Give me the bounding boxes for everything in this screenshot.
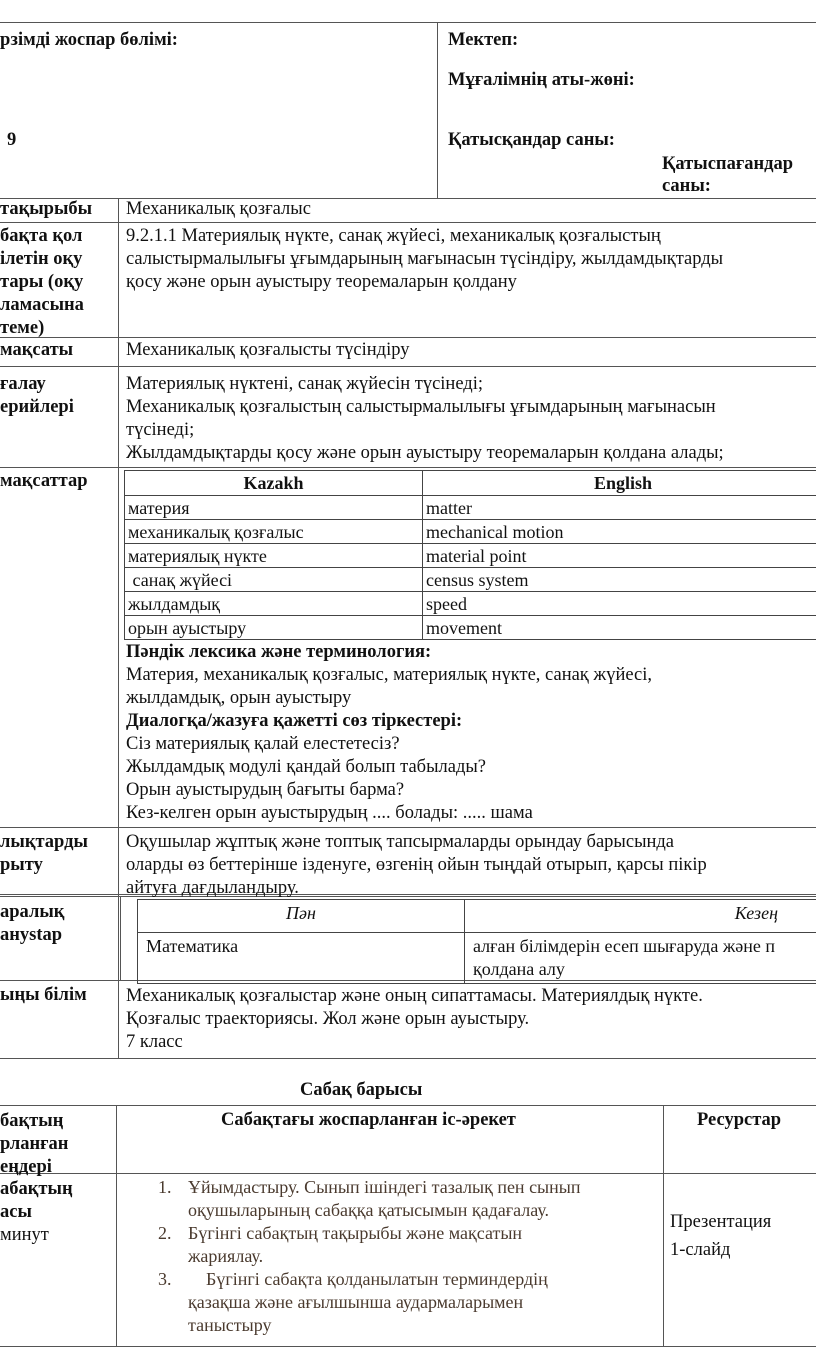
criteria-label-line: ерийлері bbox=[0, 397, 74, 417]
lesson-goal-value: Механикалық қозғалысты түсіндіру bbox=[126, 340, 410, 360]
table-row bbox=[125, 496, 816, 520]
cross-header-stage: Кезең bbox=[465, 900, 816, 933]
resource-line: 1-слайд bbox=[670, 1240, 731, 1260]
flow-bottom-border bbox=[0, 1346, 816, 1347]
prior-knowledge-line: 7 класс bbox=[126, 1032, 183, 1052]
prior-knowledge-line: Қозғалыс траекториясы. Жол және орын ауыстыру. bbox=[126, 1009, 530, 1029]
cross-links-header-row bbox=[138, 900, 816, 933]
flow-stage-line: минут bbox=[0, 1225, 49, 1245]
values-value-line: Оқушылар жұптық және топтық тапсырмаларды орындау барысында bbox=[126, 832, 675, 852]
phrase-line: Жылдамдық модулі қандай болып табылады? bbox=[126, 757, 487, 777]
border-h-1 bbox=[0, 198, 816, 199]
grade-value: 9 bbox=[7, 130, 17, 150]
objectives-label-line: бақта қол bbox=[0, 226, 83, 246]
school-label: Мектеп: bbox=[448, 30, 519, 50]
criteria-value bbox=[126, 373, 724, 465]
phrase-line: Орын ауыстырудың бағыты барма? bbox=[126, 780, 405, 800]
criteria-label-line: ғалау bbox=[0, 374, 46, 394]
values-label-line: лықтарды bbox=[0, 832, 88, 852]
vocab-english: movement bbox=[423, 616, 816, 640]
border-h-6 bbox=[0, 827, 816, 828]
resource-line: Презентация bbox=[670, 1212, 772, 1232]
step-line: жариялау. bbox=[188, 1246, 264, 1266]
objectives-value-line: салыстырмалылығы ұғымдарының мағынасын түсіндіру, жылдамдықтарды bbox=[126, 249, 724, 269]
cross-links-table bbox=[137, 899, 816, 984]
vocab-english: material point bbox=[423, 544, 816, 568]
objectives-value bbox=[126, 225, 723, 294]
values-value bbox=[126, 831, 707, 900]
table-row bbox=[138, 933, 816, 984]
vocab-english: matter bbox=[423, 496, 816, 520]
cross-links-label-line: аралық bbox=[0, 902, 65, 922]
flow-stage-line: абақтың bbox=[0, 1179, 73, 1199]
vocab-header-kazakh: Kazakh bbox=[125, 471, 423, 496]
objectives-label-line: теме) bbox=[0, 318, 45, 338]
absent-label-line2: саны: bbox=[662, 176, 711, 196]
step-line: Бүгінгі сабақта қолданылатын терминдердің bbox=[188, 1269, 548, 1289]
objectives-value-line: қосу және орын ауыстыру теоремаларын қолдану bbox=[126, 272, 517, 292]
vocabulary-header-row bbox=[125, 471, 816, 496]
prior-knowledge-label: ыңы білім bbox=[0, 985, 87, 1005]
table-row bbox=[125, 616, 816, 640]
vocab-kazakh: жылдамдық bbox=[125, 592, 423, 616]
language-goals-text bbox=[126, 641, 652, 825]
prior-knowledge-value bbox=[126, 985, 703, 1054]
cross-links-label bbox=[0, 901, 64, 947]
values-value-line: айтуға дағдыландыру. bbox=[126, 878, 299, 898]
flow-header-bottom bbox=[0, 1173, 816, 1174]
criteria-value-line: Механикалық қозғалыстың салыстырмалылығы ұғымдарының мағынасын bbox=[126, 397, 716, 417]
vocab-english: speed bbox=[423, 592, 816, 616]
lesson-goal-label: мақсаты bbox=[0, 340, 74, 360]
flow-col1-header bbox=[0, 1110, 68, 1179]
flow-col1-header-line: еңдері bbox=[0, 1157, 52, 1177]
cross-header-subject: Пән bbox=[138, 900, 465, 933]
criteria-label bbox=[0, 373, 74, 419]
vocab-kazakh: материя bbox=[125, 496, 423, 520]
lexicon-line: жылдамдық, орын ауыстыру bbox=[126, 688, 352, 708]
step-line: қазақша және ағылшынша аудармаларымен bbox=[188, 1292, 524, 1312]
cross-stage bbox=[465, 933, 816, 984]
objectives-label bbox=[0, 225, 84, 340]
values-value-line: оларды өз беттерінше ізденуге, өзгенің ойын тыңдай отырып, қарсы пікір bbox=[126, 855, 707, 875]
border-h-9 bbox=[0, 1058, 816, 1059]
phrase-line: Сіз материялық қалай елестетесіз? bbox=[126, 734, 400, 754]
flow-stage bbox=[0, 1178, 73, 1247]
vocab-kazakh: материялық нүкте bbox=[125, 544, 423, 568]
top-border bbox=[0, 22, 816, 23]
flow-col1-header-line: рланған bbox=[0, 1134, 69, 1154]
flow-col1-header-line: бақтың bbox=[0, 1111, 64, 1131]
cross-stage-line: қолдана алу bbox=[473, 959, 565, 979]
phrase-line: Кез-келген орын ауыстырудың .... болады: ..... шама bbox=[126, 803, 533, 823]
flow-col3-header: Ресурстар bbox=[697, 1110, 782, 1130]
flow-col2-header: Сабақтағы жоспарланған іс-әрекет bbox=[221, 1110, 516, 1130]
prior-knowledge-line: Механикалық қозғалыстар және оның сипаттамасы. Материялдық нүкте. bbox=[126, 986, 703, 1006]
list-item bbox=[158, 1268, 668, 1337]
vocab-header-english: English bbox=[423, 471, 816, 496]
table-row bbox=[125, 520, 816, 544]
flow-col-divider-1 bbox=[116, 1105, 117, 1347]
table-row bbox=[125, 592, 816, 616]
lexicon-line: Материя, механикалық қозғалыс, материялық нүкте, санақ жүйесі, bbox=[126, 665, 653, 685]
lexicon-title: Пәндік лексика және терминология: bbox=[126, 642, 432, 662]
step-line: Ұйымдастыру. Сынып ішіндегі тазалық пен сынып bbox=[188, 1177, 581, 1197]
cross-links-divider bbox=[118, 897, 121, 980]
border-h-2 bbox=[0, 222, 816, 223]
phrases-title: Диалогқа/жазуға қажетті сөз тіркестері: bbox=[126, 711, 463, 731]
plan-steps-list bbox=[158, 1176, 668, 1337]
cross-stage-line: алған білімдерін есеп шығаруда және п bbox=[473, 936, 776, 956]
step-line: оқушыларының сабаққа қатысымын қадағалау. bbox=[188, 1200, 550, 1220]
lesson-flow-title: Сабақ барысы bbox=[300, 1080, 423, 1100]
objectives-value-line: 9.2.1.1 Материялық нүкте, санақ жүйесі, механикалық қозғалыстың bbox=[126, 226, 661, 246]
vocab-kazakh: механикалық қозғалыс bbox=[125, 520, 423, 544]
border-h-3 bbox=[0, 337, 816, 338]
border-h-5 bbox=[0, 467, 816, 468]
teacher-label: Мұғалімнің аты-жөні: bbox=[448, 70, 635, 90]
vocab-english: mechanical motion bbox=[423, 520, 816, 544]
step-number: 2. bbox=[158, 1223, 172, 1243]
vocabulary-table bbox=[124, 470, 816, 640]
step-number: 1. bbox=[158, 1177, 172, 1197]
step-number: 3. bbox=[158, 1269, 172, 1289]
section-label: рзімді жоспар бөлімі: bbox=[0, 30, 178, 50]
flow-resources bbox=[670, 1208, 771, 1264]
values-label bbox=[0, 831, 88, 877]
absent-label-line1: Қатыспағандар bbox=[662, 154, 794, 174]
topic-label: тақырыбы bbox=[0, 199, 93, 219]
objectives-label-line: ілетін оқу bbox=[0, 249, 83, 269]
list-item bbox=[158, 1222, 668, 1268]
objectives-label-line: тары (оқу bbox=[0, 272, 84, 292]
header-right-divider bbox=[437, 22, 438, 198]
criteria-value-line: Жылдамдықтарды қосу және орын ауыстыру теоремаларын қолдана алады; bbox=[126, 443, 724, 463]
list-item bbox=[158, 1176, 668, 1222]
step-line: Бүгінгі сабақтың тақырыбы және мақсатын bbox=[188, 1223, 523, 1243]
table-row bbox=[125, 544, 816, 568]
criteria-value-line: түсінеді; bbox=[126, 420, 195, 440]
border-h-4 bbox=[0, 366, 816, 367]
topic-value: Механикалық қозғалыс bbox=[126, 199, 311, 219]
cross-links-label-line: анystар bbox=[0, 925, 63, 945]
vocab-kazakh: орын ауыстыру bbox=[125, 616, 423, 640]
flow-top-border bbox=[0, 1105, 816, 1106]
language-goals-label: мақсаттар bbox=[0, 471, 88, 491]
step-line: таныстыру bbox=[188, 1315, 272, 1335]
vocab-kazakh: санақ жүйесі bbox=[125, 568, 423, 592]
cross-subject: Математика bbox=[138, 933, 465, 984]
vocab-english: census system bbox=[423, 568, 816, 592]
values-label-line: рыту bbox=[0, 855, 43, 875]
objectives-label-line: ламасына bbox=[0, 295, 84, 315]
table-row bbox=[125, 568, 816, 592]
criteria-value-line: Материялық нүктені, санақ жүйесін түсінеді; bbox=[126, 374, 483, 394]
flow-stage-line: асы bbox=[0, 1202, 32, 1222]
present-label: Қатысқандар саны: bbox=[448, 130, 615, 150]
